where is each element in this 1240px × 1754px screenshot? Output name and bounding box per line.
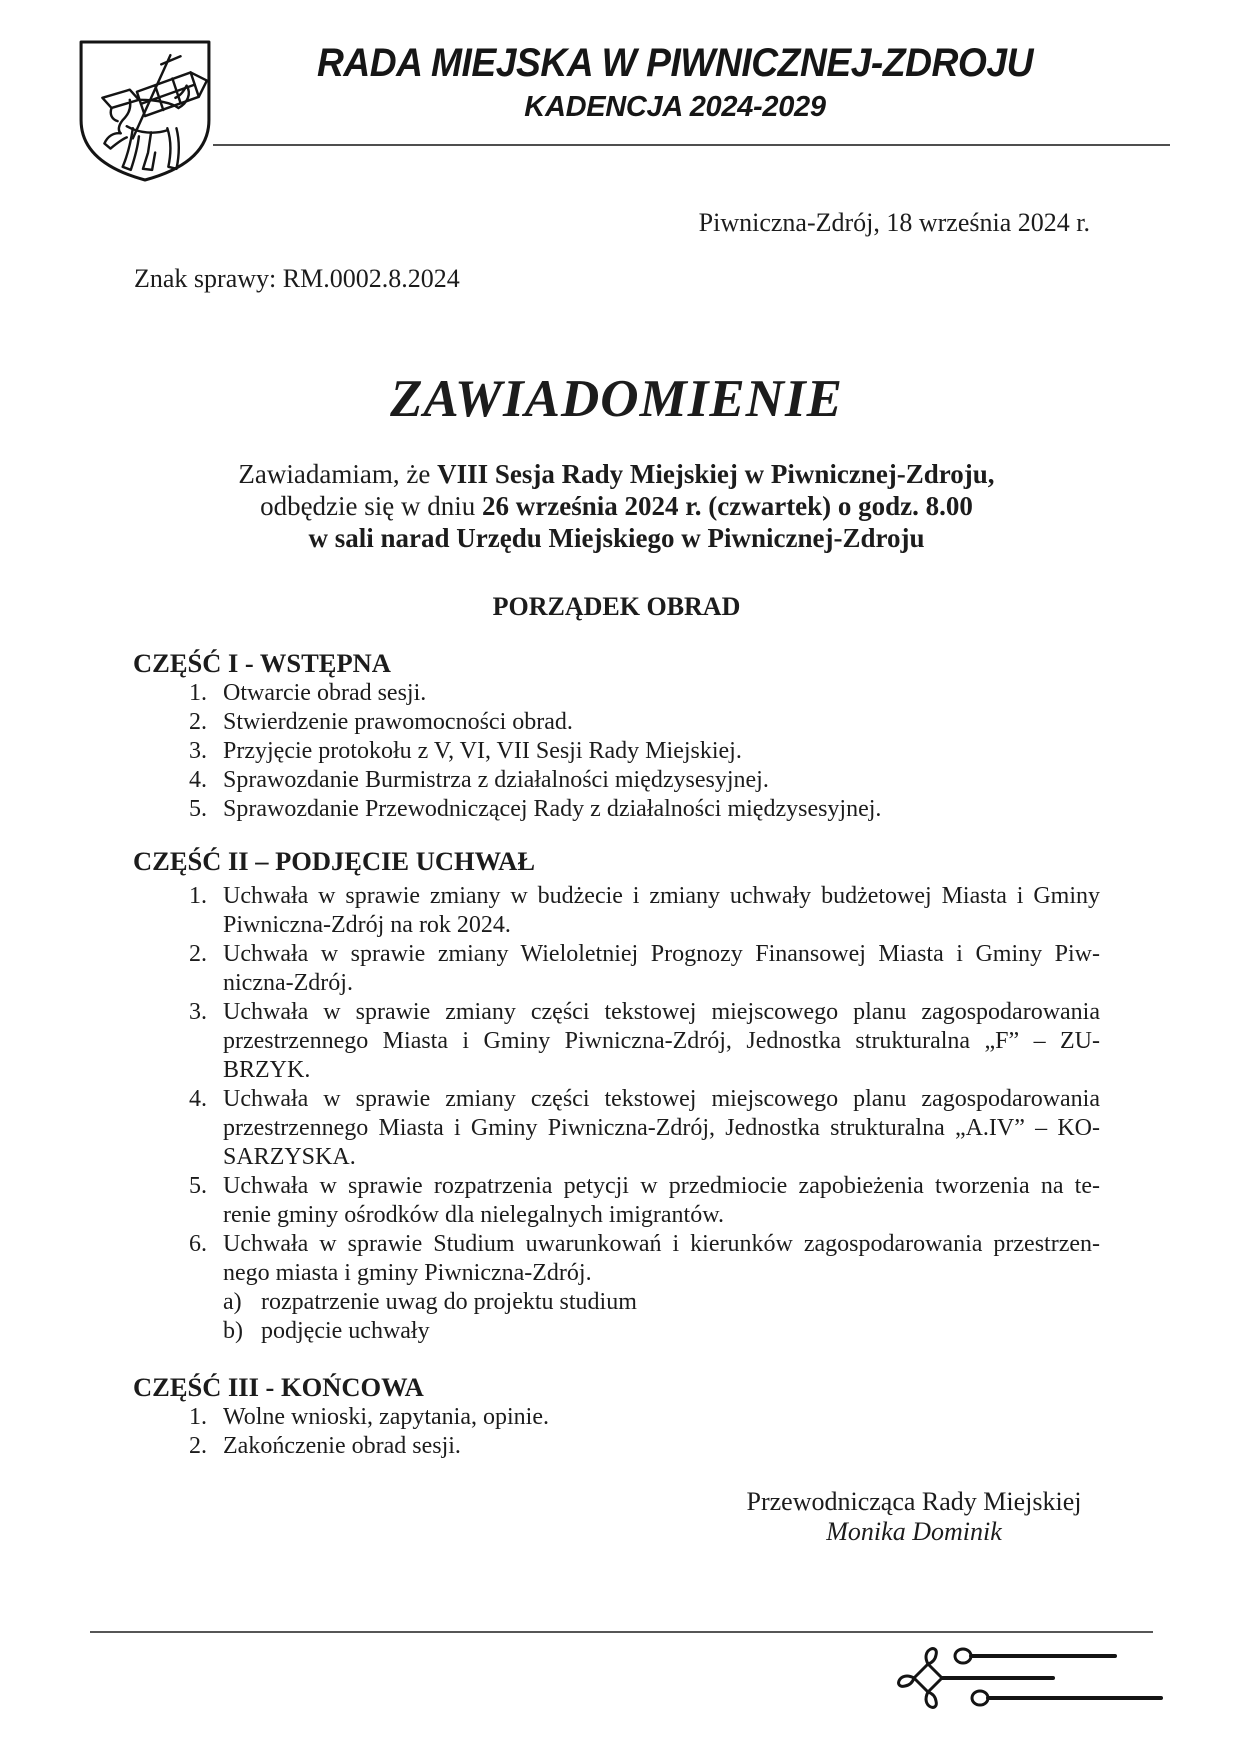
agenda-item: 6. Uchwała w sprawie Studium uwarunkowań i kierunków zagospodarowania przestrzen- nego miasta i gminy Piwniczna-Zdrój. a) rozpatrzenie uwag do projektu studium b) podjęcie uchwały <box>189 1231 1100 1344</box>
intro-paragraph <box>133 458 1100 554</box>
case-number: Znak sprawy: RM.0002.8.2024 <box>134 264 460 293</box>
agenda-item: 1. Otwarcie obrad sesji. <box>189 680 427 706</box>
agenda-item: 5. Uchwała w sprawie rozpatrzenia petycji w przedmiocie zapobieżenia tworzenia na te- renie gminy ośrodków dla nielegalnych imigrantów. <box>189 1173 1100 1228</box>
agenda-item: 1. Uchwała w sprawie zmiany w budżecie i zmiany uchwały budżetowej Miasta i Gminy Piwniczna-Zdrój na rok 2024. <box>189 883 1100 938</box>
intro-line-3: w sali narad Urzędu Miejskiego w Piwnicznej-Zdroju <box>308 523 925 553</box>
section-part-1 <box>133 648 1100 824</box>
section-heading: CZĘŚĆ I - WSTĘPNA <box>133 648 391 678</box>
document-body <box>133 370 1100 1547</box>
org-name: RADA MIEJSKA W PIWNICZNEJ-ZDROJU <box>316 41 1034 85</box>
agenda-item: 2. Stwierdzenie prawomocności obrad. <box>189 709 573 735</box>
intro-line-2: odbędzie się w dniu 26 września 2024 r. (czwartek) o godz. 8.00 <box>260 491 973 521</box>
agenda-item: 2. Zakończenie obrad sesji. <box>189 1433 461 1459</box>
agenda-title: PORZĄDEK OBRAD <box>492 592 741 621</box>
agenda-item: 2. Uchwała w sprawie zmiany Wieloletniej Prognozy Finansowej Miasta i Gminy Piw- niczna-Zdrój. <box>189 941 1100 996</box>
document-title: ZAWIADOMIENIE <box>390 370 843 428</box>
signer-role: Przewodnicząca Rady Miejskiej <box>746 1487 1082 1516</box>
agenda-subitem: b) podjęcie uchwały <box>223 1318 430 1344</box>
agenda-list <box>133 1403 1100 1461</box>
signature-block <box>728 1487 1100 1547</box>
intro-line-1: Zawiadamiam, że VIII Sesja Rady Miejskiej w Piwnicznej-Zdroju, <box>238 459 995 489</box>
agenda-item: 3. Przyjęcie protokołu z V, VI, VII Sesji Rady Miejskiej. <box>189 738 742 764</box>
agenda-item: 1. Wolne wnioski, zapytania, opinie. <box>189 1404 549 1430</box>
footer-divider <box>90 1631 1153 1633</box>
agenda-list <box>133 882 1100 1346</box>
signer-name: Monika Dominik <box>826 1517 1002 1546</box>
header-divider <box>213 144 1170 146</box>
section-heading: CZĘŚĆ II – PODJĘCIE UCHWAŁ <box>133 846 535 876</box>
flourish-icon <box>893 1643 1165 1715</box>
agenda-item: 3. Uchwała w sprawie zmiany części tekstowej miejscowego planu zagospodarowania przestrzennego Miasta i Gminy Piwniczna-Zdrój, Jednostka strukturalna „F” – ZU- BRZYK. <box>189 999 1100 1083</box>
agenda-subitem: a) rozpatrzenie uwag do projektu studium <box>223 1289 637 1315</box>
section-heading: CZĘŚĆ III - KOŃCOWA <box>133 1372 424 1402</box>
place-and-date: Piwniczna-Zdrój, 18 września 2024 r. <box>698 208 1090 237</box>
agenda-item: 4. Sprawozdanie Burmistrza z działalności międzysesyjnej. <box>189 767 769 793</box>
section-part-3 <box>133 1372 1100 1461</box>
agenda-item: 5. Sprawozdanie Przewodniczącej Rady z działalności międzysesyjnej. <box>189 796 882 822</box>
letterhead <box>240 40 1110 124</box>
coat-of-arms-icon <box>76 38 214 184</box>
agenda-item: 4. Uchwała w sprawie zmiany części tekstowej miejscowego planu zagospodarowania przestrzennego Miasta i Gminy Piwniczna-Zdrój, Jednostka strukturalna „A.IV” – KO- SARZYSKA. <box>189 1086 1100 1170</box>
term-label: KADENCJA 2024-2029 <box>524 91 826 123</box>
section-part-2 <box>133 846 1100 1346</box>
agenda-list <box>133 679 1100 824</box>
